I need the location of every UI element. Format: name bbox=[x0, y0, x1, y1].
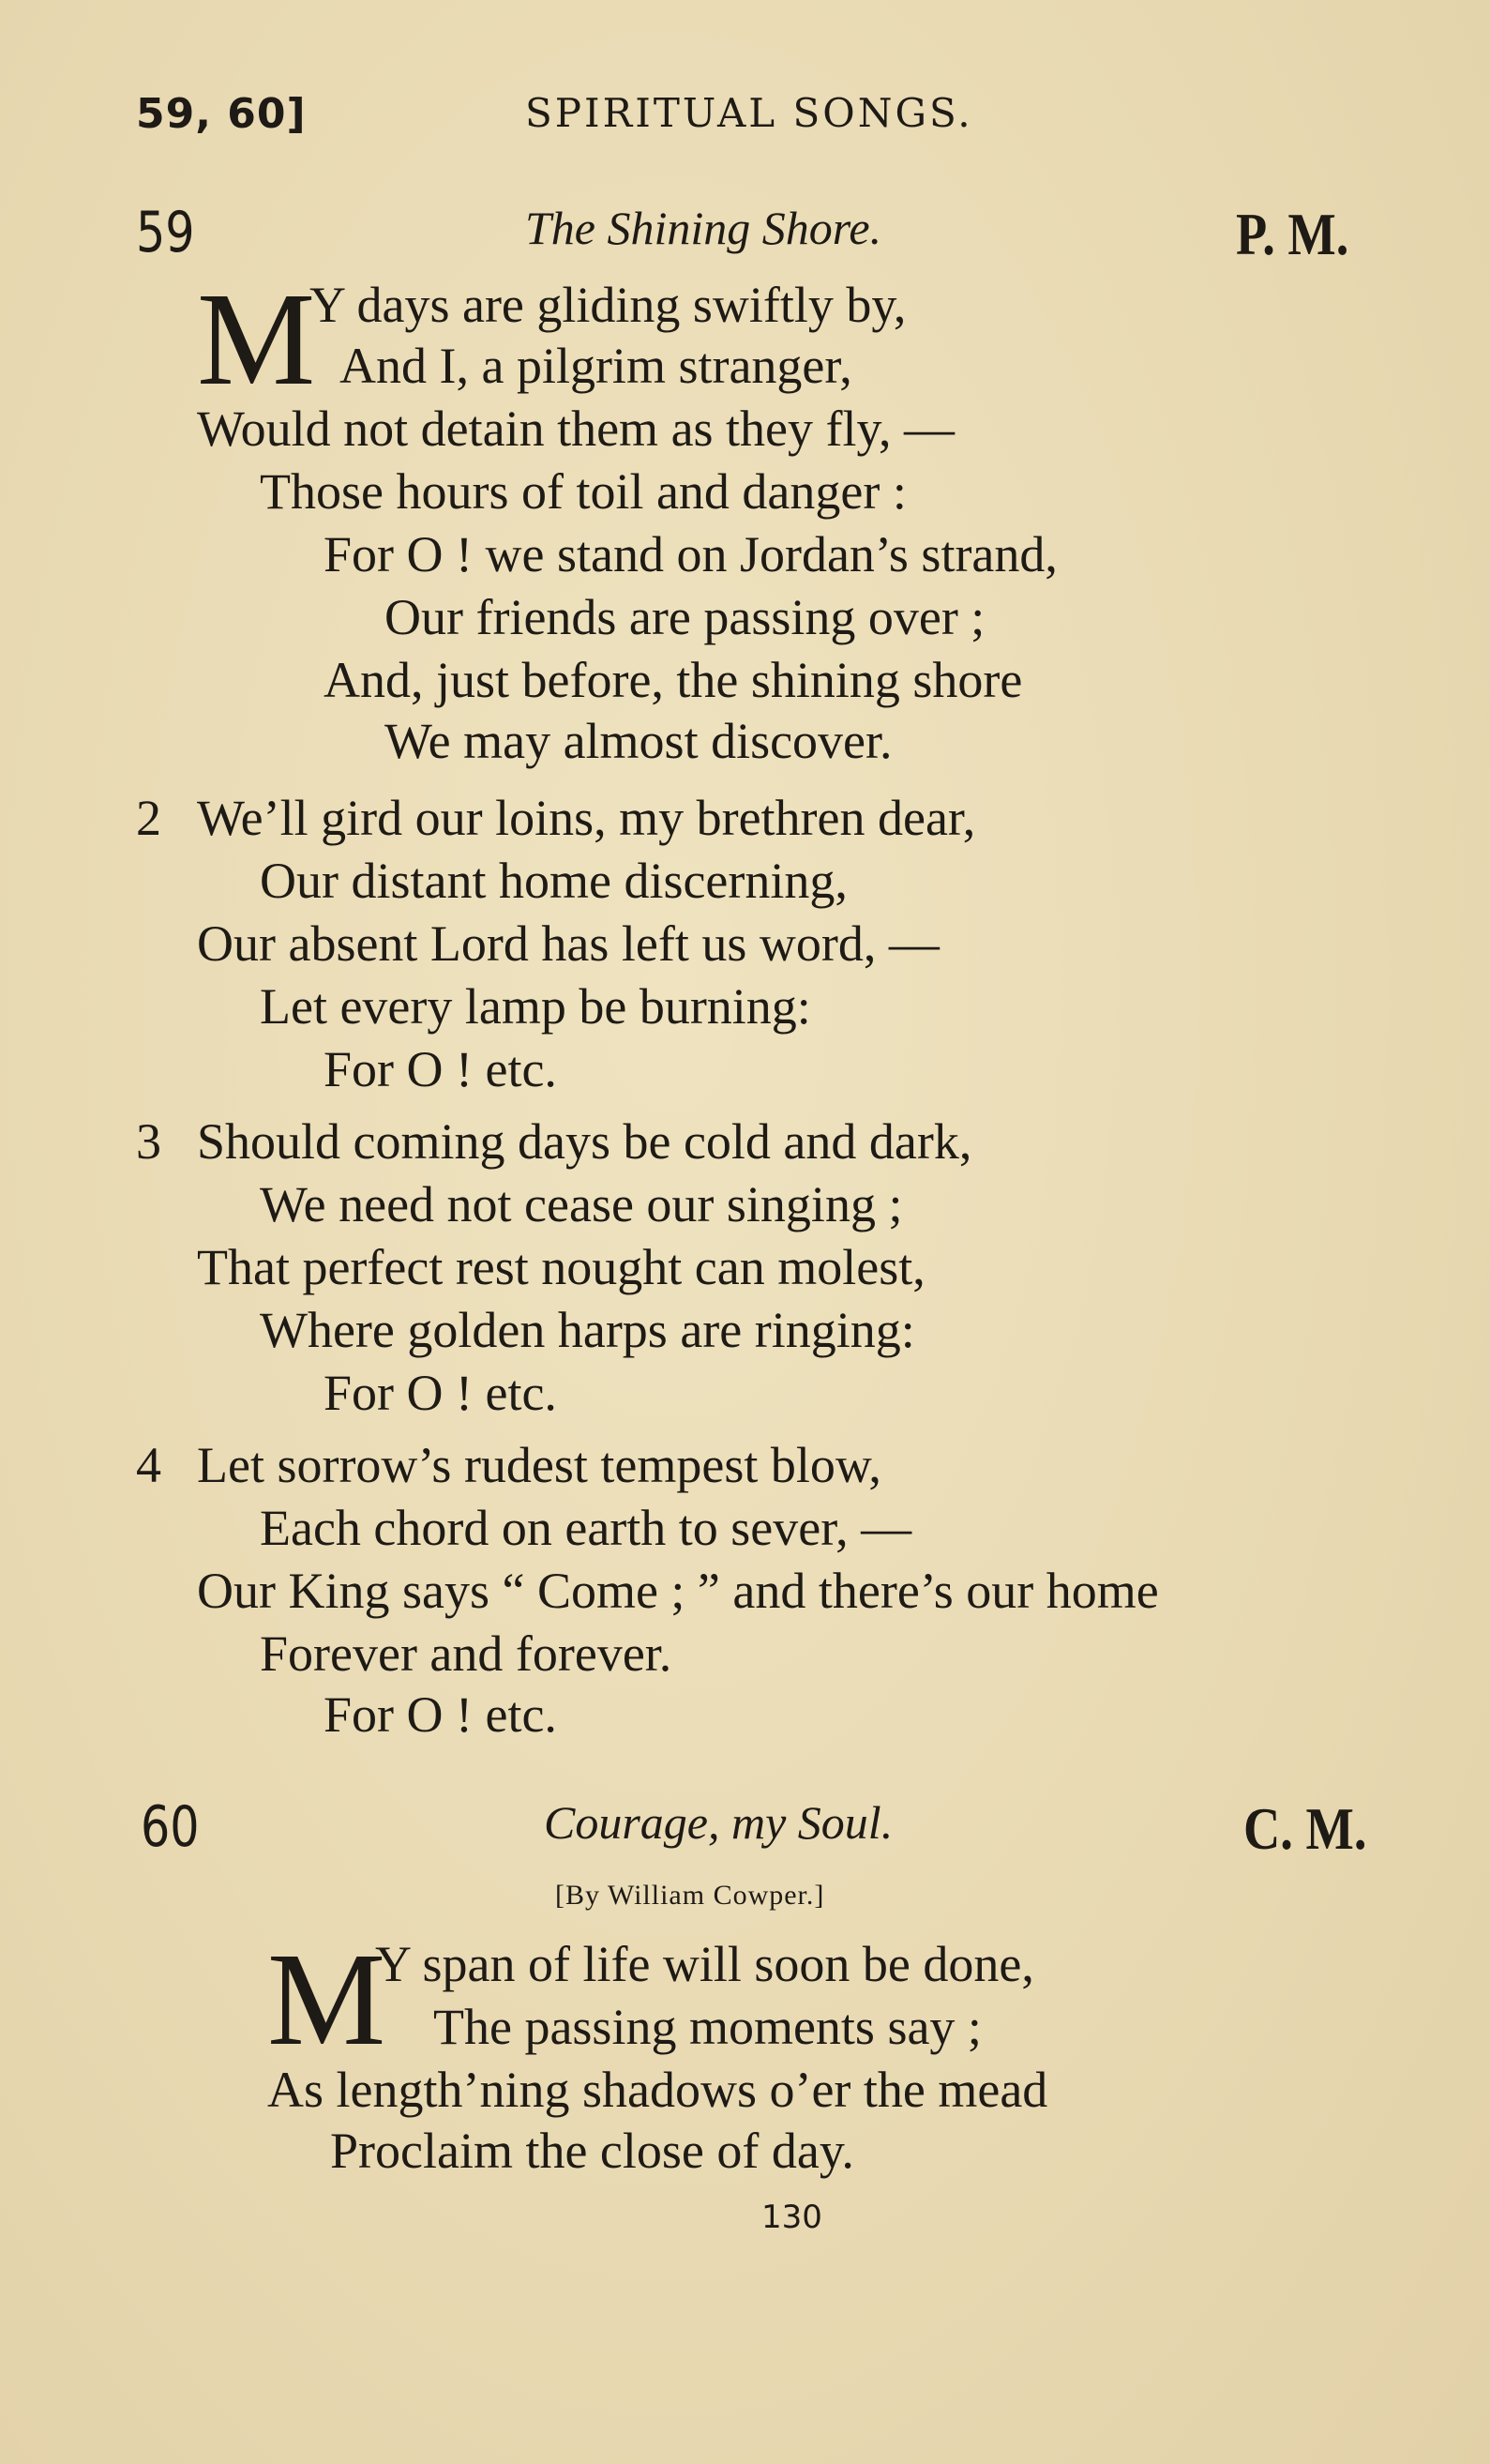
verse-line: For O ! etc. bbox=[324, 1686, 557, 1743]
hymn-59-meter: P. M. bbox=[1236, 201, 1349, 267]
verse-line: Let every lamp be burning: bbox=[260, 978, 811, 1035]
hymn-59-line: Our friends are passing over ; bbox=[384, 589, 986, 645]
verse-line: Our absent Lord has left us word, — bbox=[197, 915, 940, 972]
hymn-60-number: 60 bbox=[141, 1794, 200, 1860]
verse-line: Should coming days be cold and dark, bbox=[197, 1113, 972, 1170]
verse-line: Our King says “ Come ; ” and there’s our home bbox=[197, 1563, 1159, 1619]
verse-line: Let sorrow’s rudest tempest blow, bbox=[197, 1437, 881, 1493]
hymn-59-line: Would not detain them as they fly, — bbox=[197, 401, 955, 457]
hymn-60-meter: C. M. bbox=[1243, 1795, 1367, 1862]
hymn-59-line: We may almost discover. bbox=[384, 713, 893, 769]
hymn-59-line: And, just before, the shining shore bbox=[324, 652, 1023, 708]
verse-line: Forever and forever. bbox=[260, 1625, 672, 1682]
header-hymn-numbers: 59, 60] bbox=[136, 90, 307, 138]
verse-line: Our distant home discerning, bbox=[260, 853, 848, 909]
hymn-59-line: Those hours of toil and danger : bbox=[260, 463, 907, 520]
verse-line: We need not cease our singing ; bbox=[260, 1176, 903, 1232]
hymn-60-drop-cap: M bbox=[267, 1925, 386, 2073]
hymn-60-line: As length’ning shadows o’er the mead bbox=[267, 2062, 1048, 2118]
verse-line: Where golden harps are ringing: bbox=[260, 1302, 915, 1358]
verse-line: For O ! etc. bbox=[324, 1041, 557, 1097]
hymn-60-line: Y span of life will soon be done, bbox=[375, 1936, 1034, 1992]
page-number: 130 bbox=[761, 2199, 822, 2236]
hymn-59-number: 59 bbox=[136, 200, 195, 265]
hymn-60-title: Courage, my Soul. bbox=[544, 1796, 894, 1849]
verse-line: For O ! etc. bbox=[324, 1365, 557, 1421]
hymn-60-line: Proclaim the close of day. bbox=[330, 2123, 854, 2179]
verse-number: 2 bbox=[136, 790, 161, 846]
hymn-59-drop-cap: M bbox=[197, 265, 316, 413]
header-section-title: SPIRITUAL SONGS. bbox=[525, 90, 973, 136]
verse-line: We’ll gird our loins, my brethren dear, bbox=[197, 790, 976, 846]
hymn-59-line: And I, a pilgrim stranger, bbox=[339, 338, 852, 394]
hymn-59-line: Y days are gliding swiftly by, bbox=[309, 277, 907, 333]
verse-number: 4 bbox=[136, 1437, 161, 1493]
verse-number: 3 bbox=[136, 1113, 161, 1170]
hymn-60-attribution: [By William Cowper.] bbox=[555, 1880, 825, 1911]
hymn-59-line: For O ! we stand on Jordan’s strand, bbox=[324, 526, 1058, 582]
verse-line: That perfect rest nought can molest, bbox=[197, 1239, 926, 1295]
hymn-60-line: The passing moments say ; bbox=[433, 1999, 982, 2055]
verse-line: Each chord on earth to sever, — bbox=[260, 1500, 912, 1556]
hymn-59-title: The Shining Shore. bbox=[525, 202, 882, 254]
